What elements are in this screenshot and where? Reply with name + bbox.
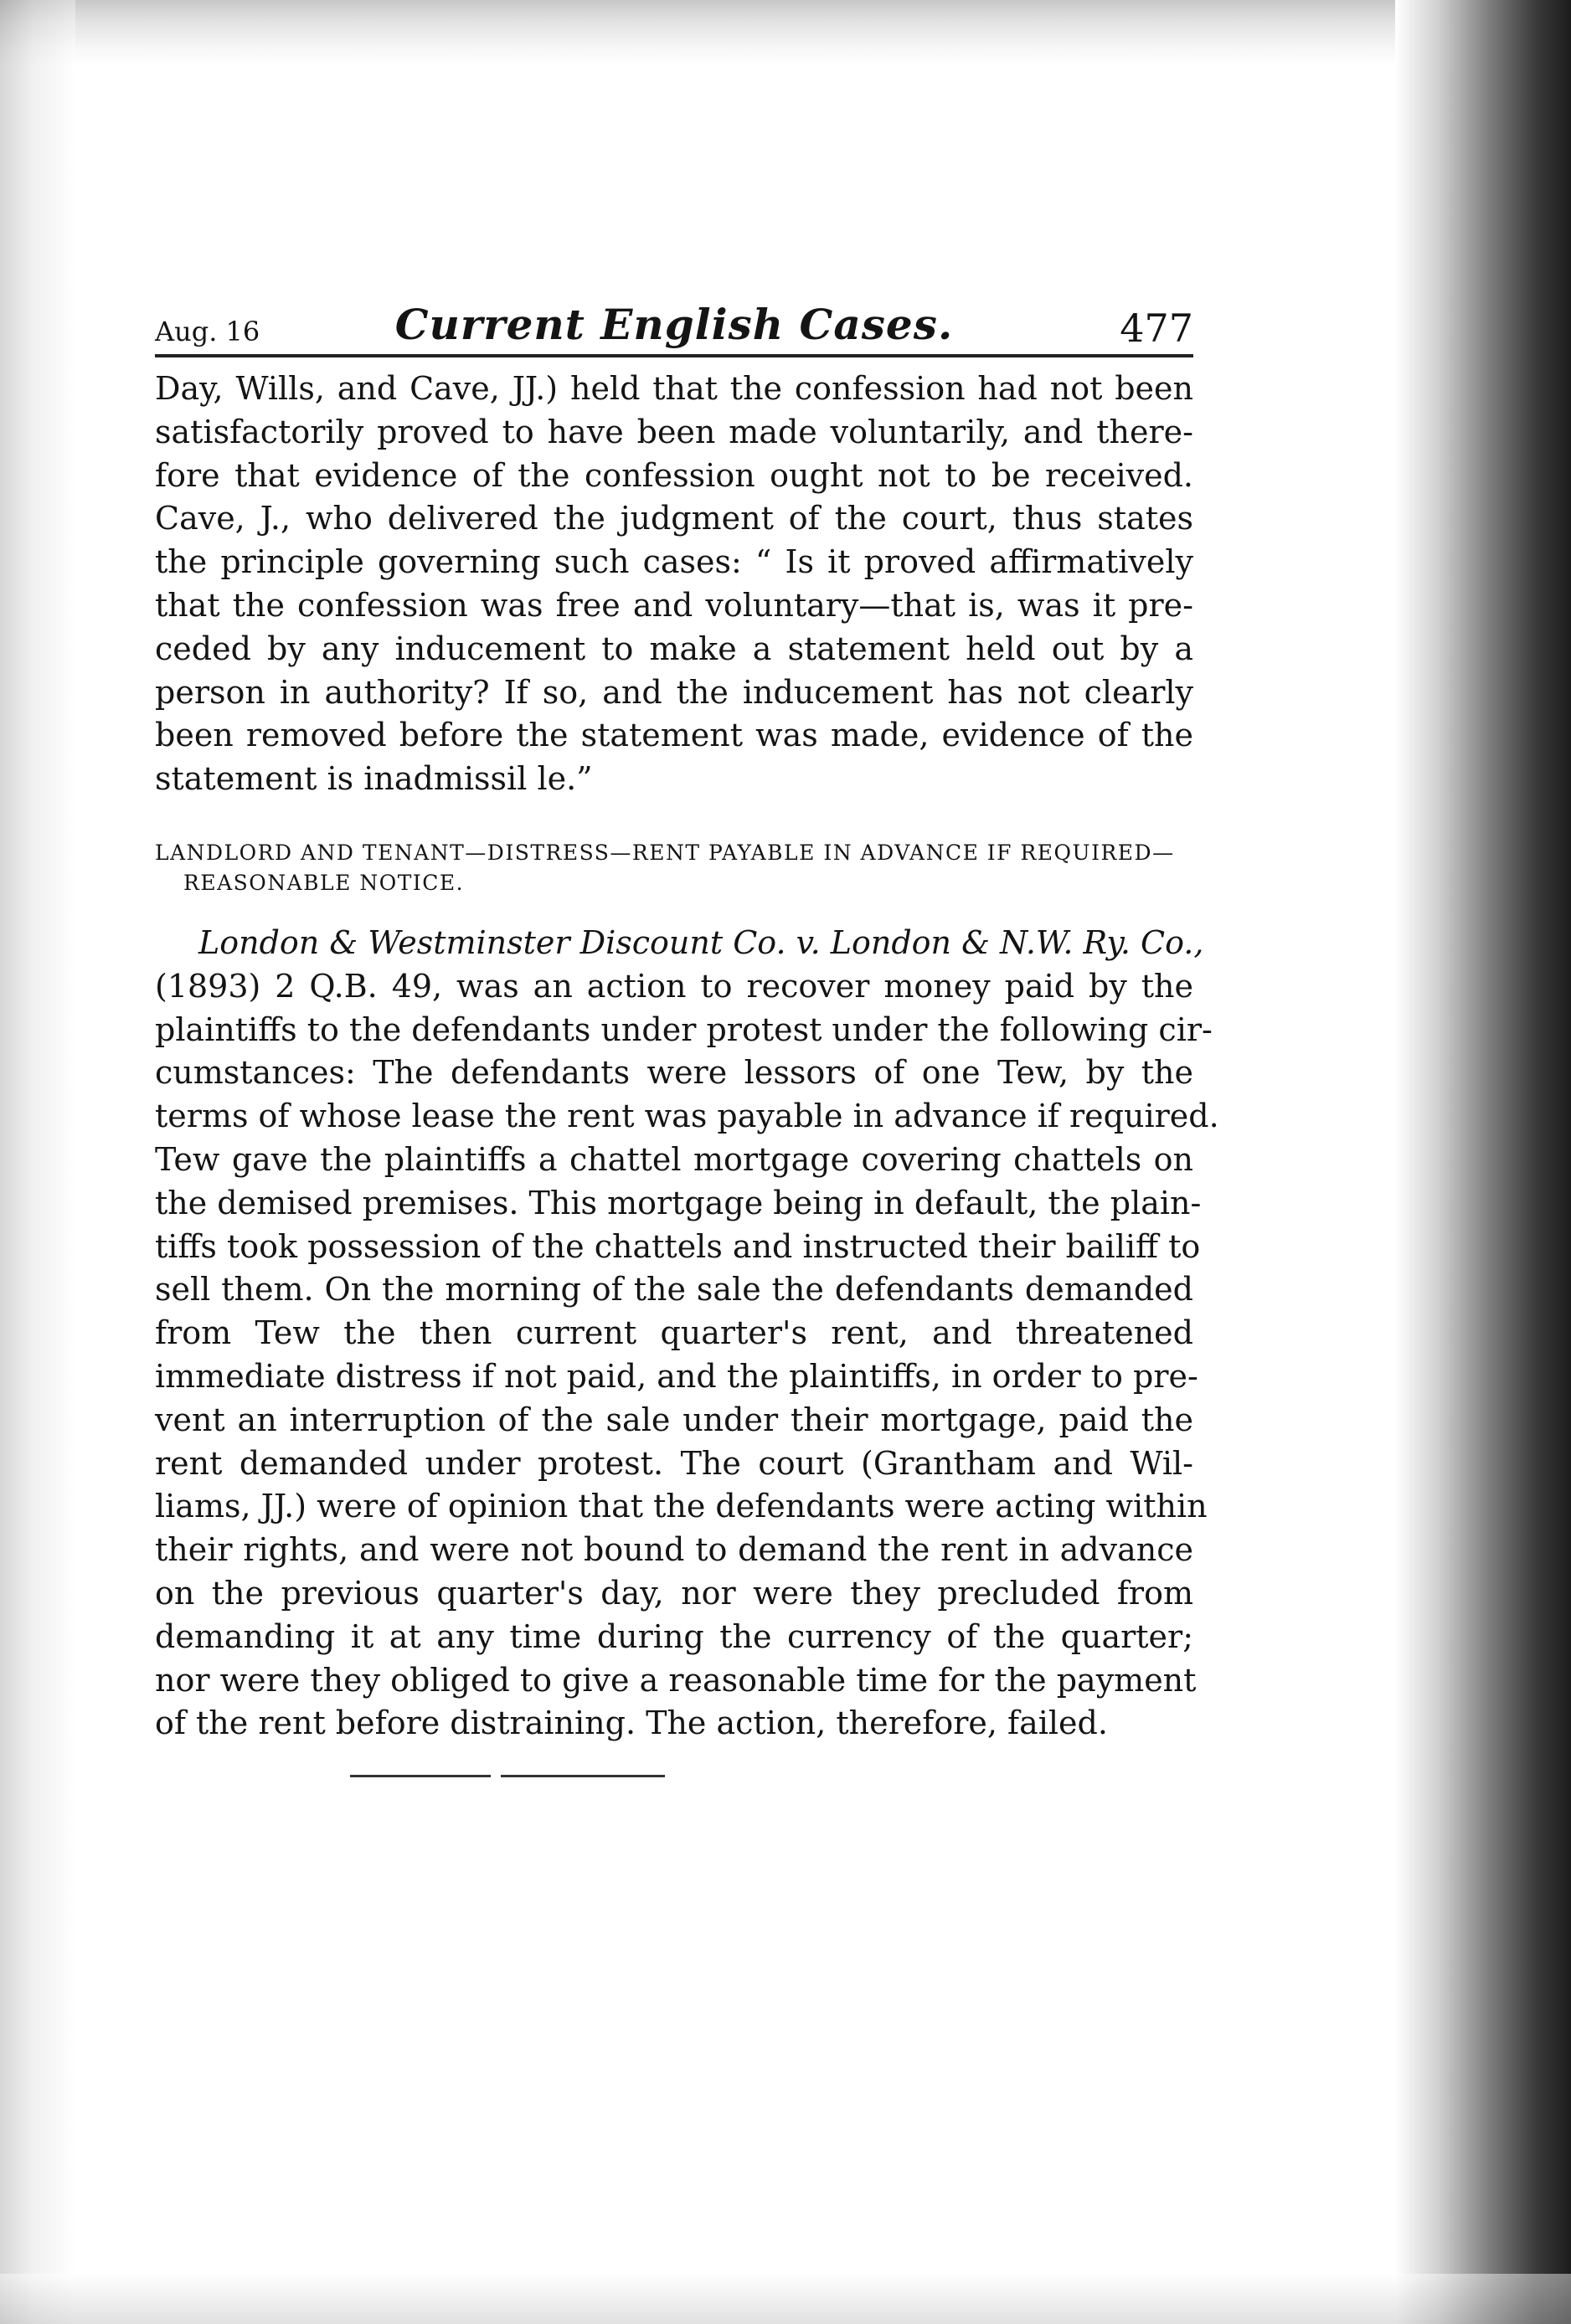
end-rule-left [350,1775,491,1777]
text-line: immediate distress if not paid, and the plaintiffs, in order to pre- [155,1357,1198,1395]
scan-shadow-right [1395,0,1571,2324]
text-line: sell them. On the morning of the sale the defendants demanded [155,1271,1193,1309]
text-line: the principle governing such cases: “ Is it proved affirmatively [155,543,1193,581]
text-line: that the confession was free and voluntary—that is, was it pre- [155,586,1193,624]
text-line: ceded by any inducement to make a statement held out by a [155,630,1193,667]
section-heading-line2: REASONABLE NOTICE. [183,870,465,895]
text-line: rent demanded under protest. The court (Grantham and Wil- [155,1444,1193,1482]
text-line: on the previous quarter's day, nor were they precluded from [155,1574,1193,1612]
text-line: terms of whose lease the rent was payable in advance if required. [155,1098,1219,1135]
header-title: Current English Cases. [394,300,954,349]
text-line: liams, JJ.) were of opinion that the defendants were acting within [155,1488,1208,1525]
scan-shadow-bottom [0,2274,1571,2324]
case-name: London & Westminster Discount Co. v. London & N.W. Ry. Co., [198,923,1204,961]
text-line: Tew gave the plaintiffs a chattel mortgage covering chattels on [155,1140,1193,1178]
text-line: satisfactorily proved to have been made voluntarily, and there- [155,413,1193,450]
section-heading [155,838,1193,898]
text-line: of the rent before distraining. The action, therefore, failed. [155,1704,1108,1742]
text-line: plaintiffs to the defendants under protest under the following cir- [155,1010,1213,1048]
text-line: (1893) 2 Q.B. 49, was an action to recover money paid by the [155,967,1193,1005]
text-line: vent an interruption of the sale under their mortgage, paid the [155,1401,1193,1438]
text-line: fore that evidence of the confession ought not to be received. [155,456,1193,494]
header-date: Aug. 16 [155,316,260,347]
section-heading-line1: LANDLORD AND TENANT—DISTRESS—RENT PAYABLE IN ADVANCE IF REQUIRED— [155,840,1175,865]
text-line: Day, Wills, and Cave, JJ.) held that the confession had not been [155,370,1193,407]
text-line: statement is inadmissil le.” [155,760,593,798]
text-line: been removed before the statement was made, evidence of the [155,717,1193,754]
book-page [155,289,1219,1746]
text-line: demanding it at any time during the currency of the quarter; [155,1617,1193,1655]
text-line: cumstances: The defendants were lessors of one Tew, by the [155,1054,1193,1092]
scan-shadow-top [0,0,1571,67]
paragraph-case [155,922,1219,1746]
running-header [155,289,1193,357]
text-line: Cave, J., who delivered the judgment of the court, thus states [155,500,1193,537]
paragraph-confession [155,368,1193,801]
text-line: their rights, and were not bound to demand the rent in advance [155,1531,1193,1569]
end-rule-right [501,1775,665,1777]
scan-shadow-left [0,0,75,2324]
page-number: 477 [1120,306,1193,351]
text-line: tiffs took possession of the chattels and instructed their bailiff to [155,1227,1201,1265]
text-line: the demised premises. This mortgage being in default, the plain- [155,1184,1202,1221]
text-line: from Tew the then current quarter's rent, and threatened [155,1314,1193,1352]
text-line: nor were they obliged to give a reasonable time for the payment [155,1661,1197,1699]
text-line: person in authority? If so, and the inducement has not clearly [155,673,1193,711]
